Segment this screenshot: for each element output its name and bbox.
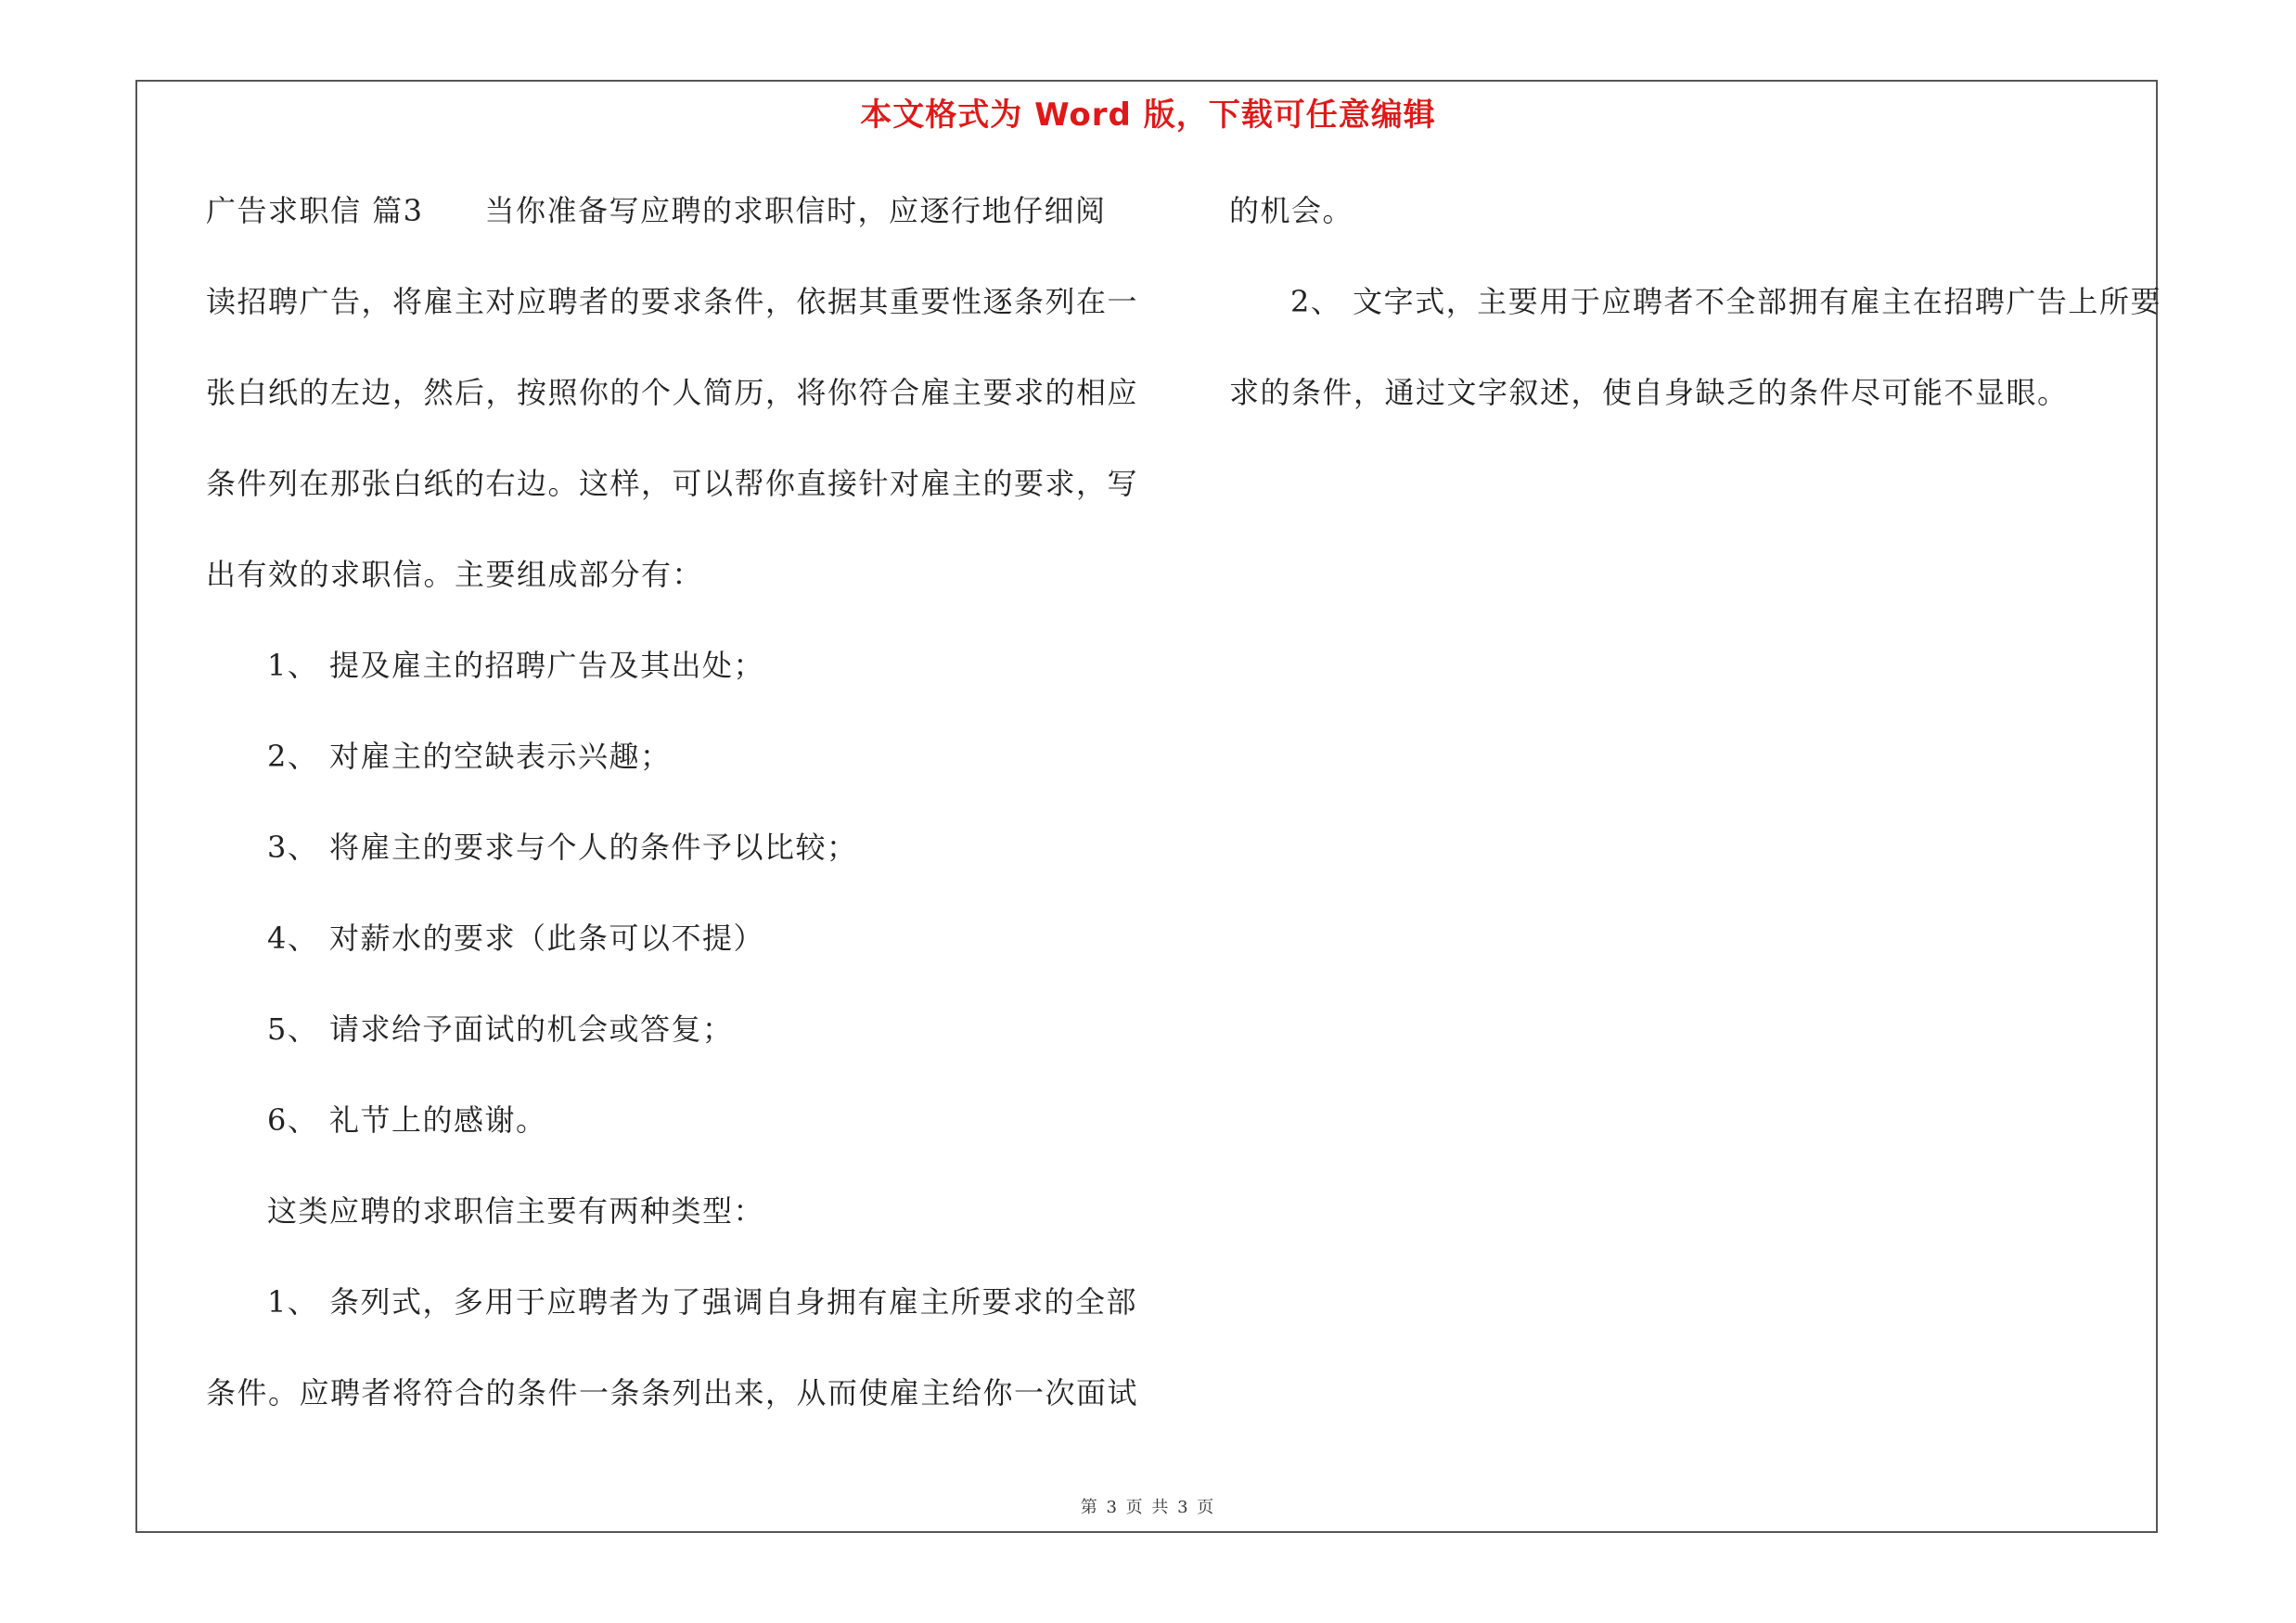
paragraph-line: 1、 条列式，多用于应聘者为了强调自身拥有雇主所要求的全部	[267, 1284, 1138, 1320]
page-number-footer: 第 3 页 共 3 页	[1080, 1498, 1216, 1517]
section-heading: 广告求职信 篇3	[206, 193, 424, 228]
paragraph-line: 出有效的求职信。主要组成部分有：	[206, 557, 704, 592]
left-column	[206, 182, 1139, 1455]
paragraph-line: 条件。应聘者将符合的条件一条条列出来，从而使雇主给你一次面试	[206, 1375, 1139, 1410]
format-banner: 本文格式为 Word 版，下载可任意编辑	[860, 97, 1436, 134]
paragraph-line: 张白纸的左边，然后，按照你的个人简历，将你符合雇主要求的相应	[206, 375, 1139, 410]
paragraph-line: 求的条件，通过文字叙述，使自身缺乏的条件尽可能不显眼。	[1229, 375, 2069, 410]
paragraph-text: 当你准备写应聘的求职信时，应逐行地仔细阅	[484, 193, 1107, 228]
list-item: 1、 提及雇主的招聘广告及其出处；	[267, 648, 765, 683]
right-column	[1229, 182, 2161, 455]
list-item: 2、 对雇主的空缺表示兴趣；	[267, 739, 672, 774]
paragraph-line: 读招聘广告，将雇主对应聘者的要求条件，依据其重要性逐条列在一	[206, 284, 1139, 319]
list-item: 5、 请求给予面试的机会或答复；	[267, 1011, 734, 1047]
list-item: 4、 对薪水的要求（此条可以不提）	[267, 921, 765, 956]
paragraph-line: 2、 文字式，主要用于应聘者不全部拥有雇主在招聘广告上所要	[1290, 284, 2161, 319]
list-item: 6、 礼节上的感谢。	[267, 1102, 547, 1138]
paragraph-line: 的机会。	[1229, 193, 1354, 228]
paragraph-line: 这类应聘的求职信主要有两种类型：	[267, 1193, 765, 1229]
list-item: 3、 将雇主的要求与个人的条件予以比较；	[267, 830, 858, 865]
paragraph-line: 条件列在那张白纸的右边。这样，可以帮你直接针对雇主的要求，写	[206, 466, 1139, 501]
first-paragraph-line	[206, 182, 1134, 273]
